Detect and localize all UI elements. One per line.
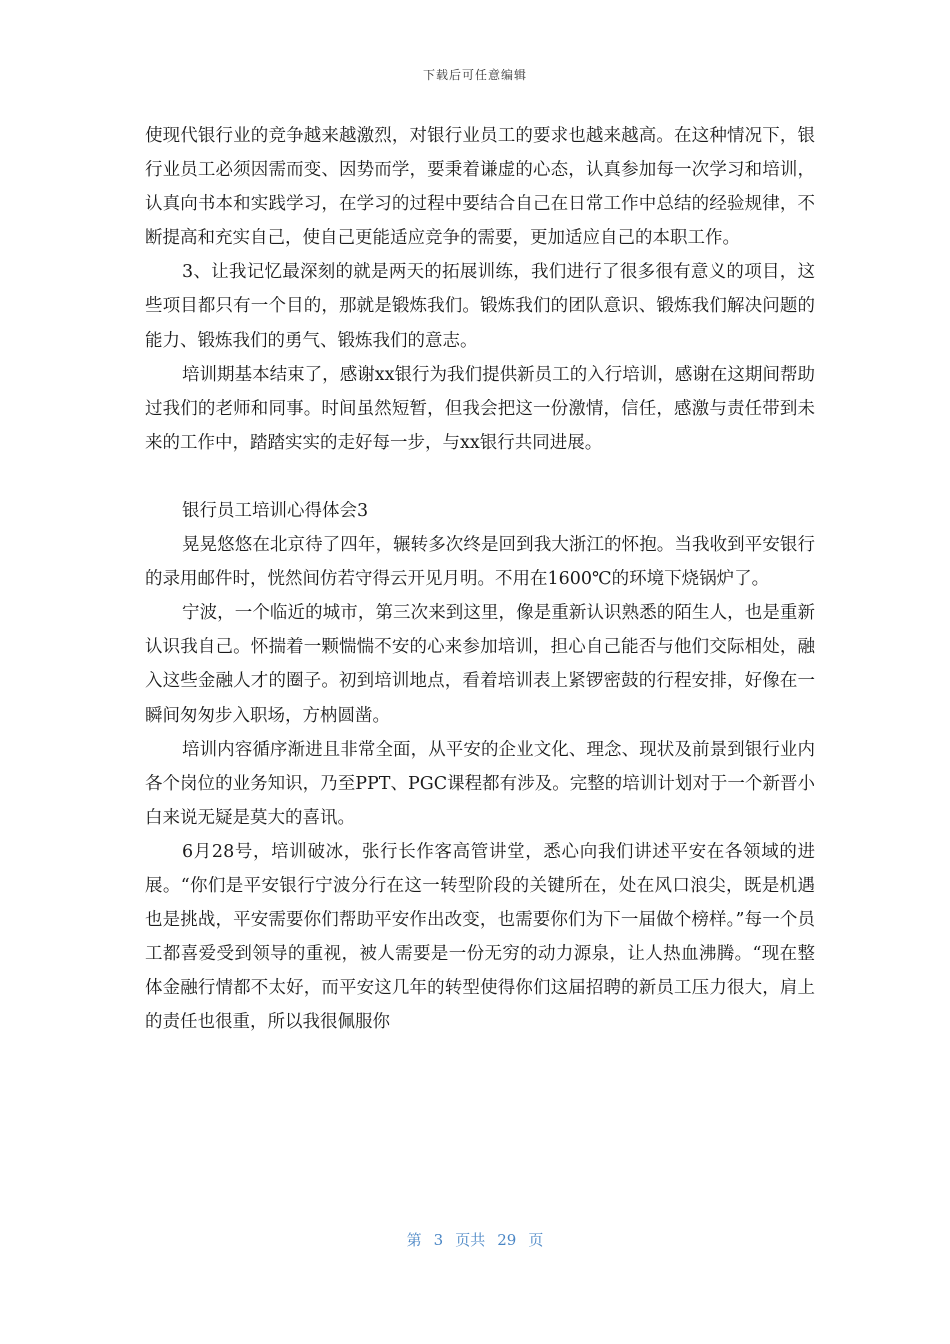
paragraph: 3、让我记忆最深刻的就是两天的拓展训练，我们进行了很多很有意义的项目，这些项目都只有一个目的，那就是锻炼我们。锻炼我们的团队意识、锻炼我们解决问题的能力、锻炼我们的勇气、锻炼我们的意志。 — [145, 262, 815, 351]
paragraph: 使现代银行业的竞争越来越激烈，对银行业员工的要求也越来越高。在这种情况下，银行业员工必须因需而变、因势而学，要秉着谦虚的心态，认真参加每一次学习和培训，认真向书本和实践学习，在学习的过程中要结合自己在日常工作中总结的经验规律，不断提高和充实自己，使自己更能适应竞争的需要，更加适应自己的本职工作。 — [145, 126, 815, 249]
page-header: 下载后可任意编辑 — [422, 68, 527, 82]
paragraph: 培训内容循序渐进且非常全面，从平安的企业文化、理念、现状及前景到银行业内各个岗位的业务知识，乃至PPT、PGC课程都有涉及。完整的培训计划对于一个新晋小白来说无疑是莫大的喜讯。 — [145, 739, 815, 828]
paragraph: 宁波，一个临近的城市，第三次来到这里，像是重新认识熟悉的陌生人，也是重新认识我自己。怀揣着一颗惴惴不安的心来参加培训，担心自己能否与他们交际相处，融入这些金融人才的圈子。初到培训地点，看着培训表上紧锣密鼓的行程安排，好像在一瞬间匆匆步入职场，方枘圆凿。 — [145, 603, 815, 726]
paragraph: 培训期基本结束了，感谢xx银行为我们提供新员工的入行培训，感谢在这期间帮助过我们的老师和同事。时间虽然短暂，但我会把这一份激情，信任，感激与责任带到未来的工作中，踏踏实实的走好每一步，与xx银行共同进展。 — [145, 364, 815, 453]
page-label-prefix: 第 — [406, 1231, 422, 1249]
page-label-middle: 页共 — [455, 1231, 486, 1249]
paragraph: 晃晃悠悠在北京待了四年，辗转多次终是回到我大浙江的怀抱。当我收到平安银行的录用邮件时，恍然间仿若守得云开见月明。不用在1600℃的环境下烧锅炉了。 — [145, 535, 815, 590]
current-page-number: 3 — [433, 1231, 444, 1249]
section-title: 银行员工培训心得体会3 — [182, 500, 369, 521]
document-body — [145, 119, 815, 1039]
paragraph: 6月28号，培训破冰，张行长作客高管讲堂，悉心向我们讲述平安在各领域的进展。“你们是平安银行宁波分行在这一转型阶段的关键所在，处在风口浪尖，既是机遇也是挑战，平安需要你们帮助平安作出改变，也需要你们为下一届做个榜样。”每一个员工都喜爱受到领导的重视，被人需要是一份无穷的动力源泉，让人热血沸腾。“现在整体金融行情都不太好，而平安这几年的转型使得你们这届招聘的新员工压力很大，肩上的责任也很重，所以我很佩服你 — [145, 841, 815, 1033]
page-footer — [0, 1229, 950, 1250]
page-label-suffix: 页 — [528, 1231, 544, 1249]
blank-line — [145, 460, 815, 494]
total-page-count: 29 — [497, 1231, 517, 1249]
